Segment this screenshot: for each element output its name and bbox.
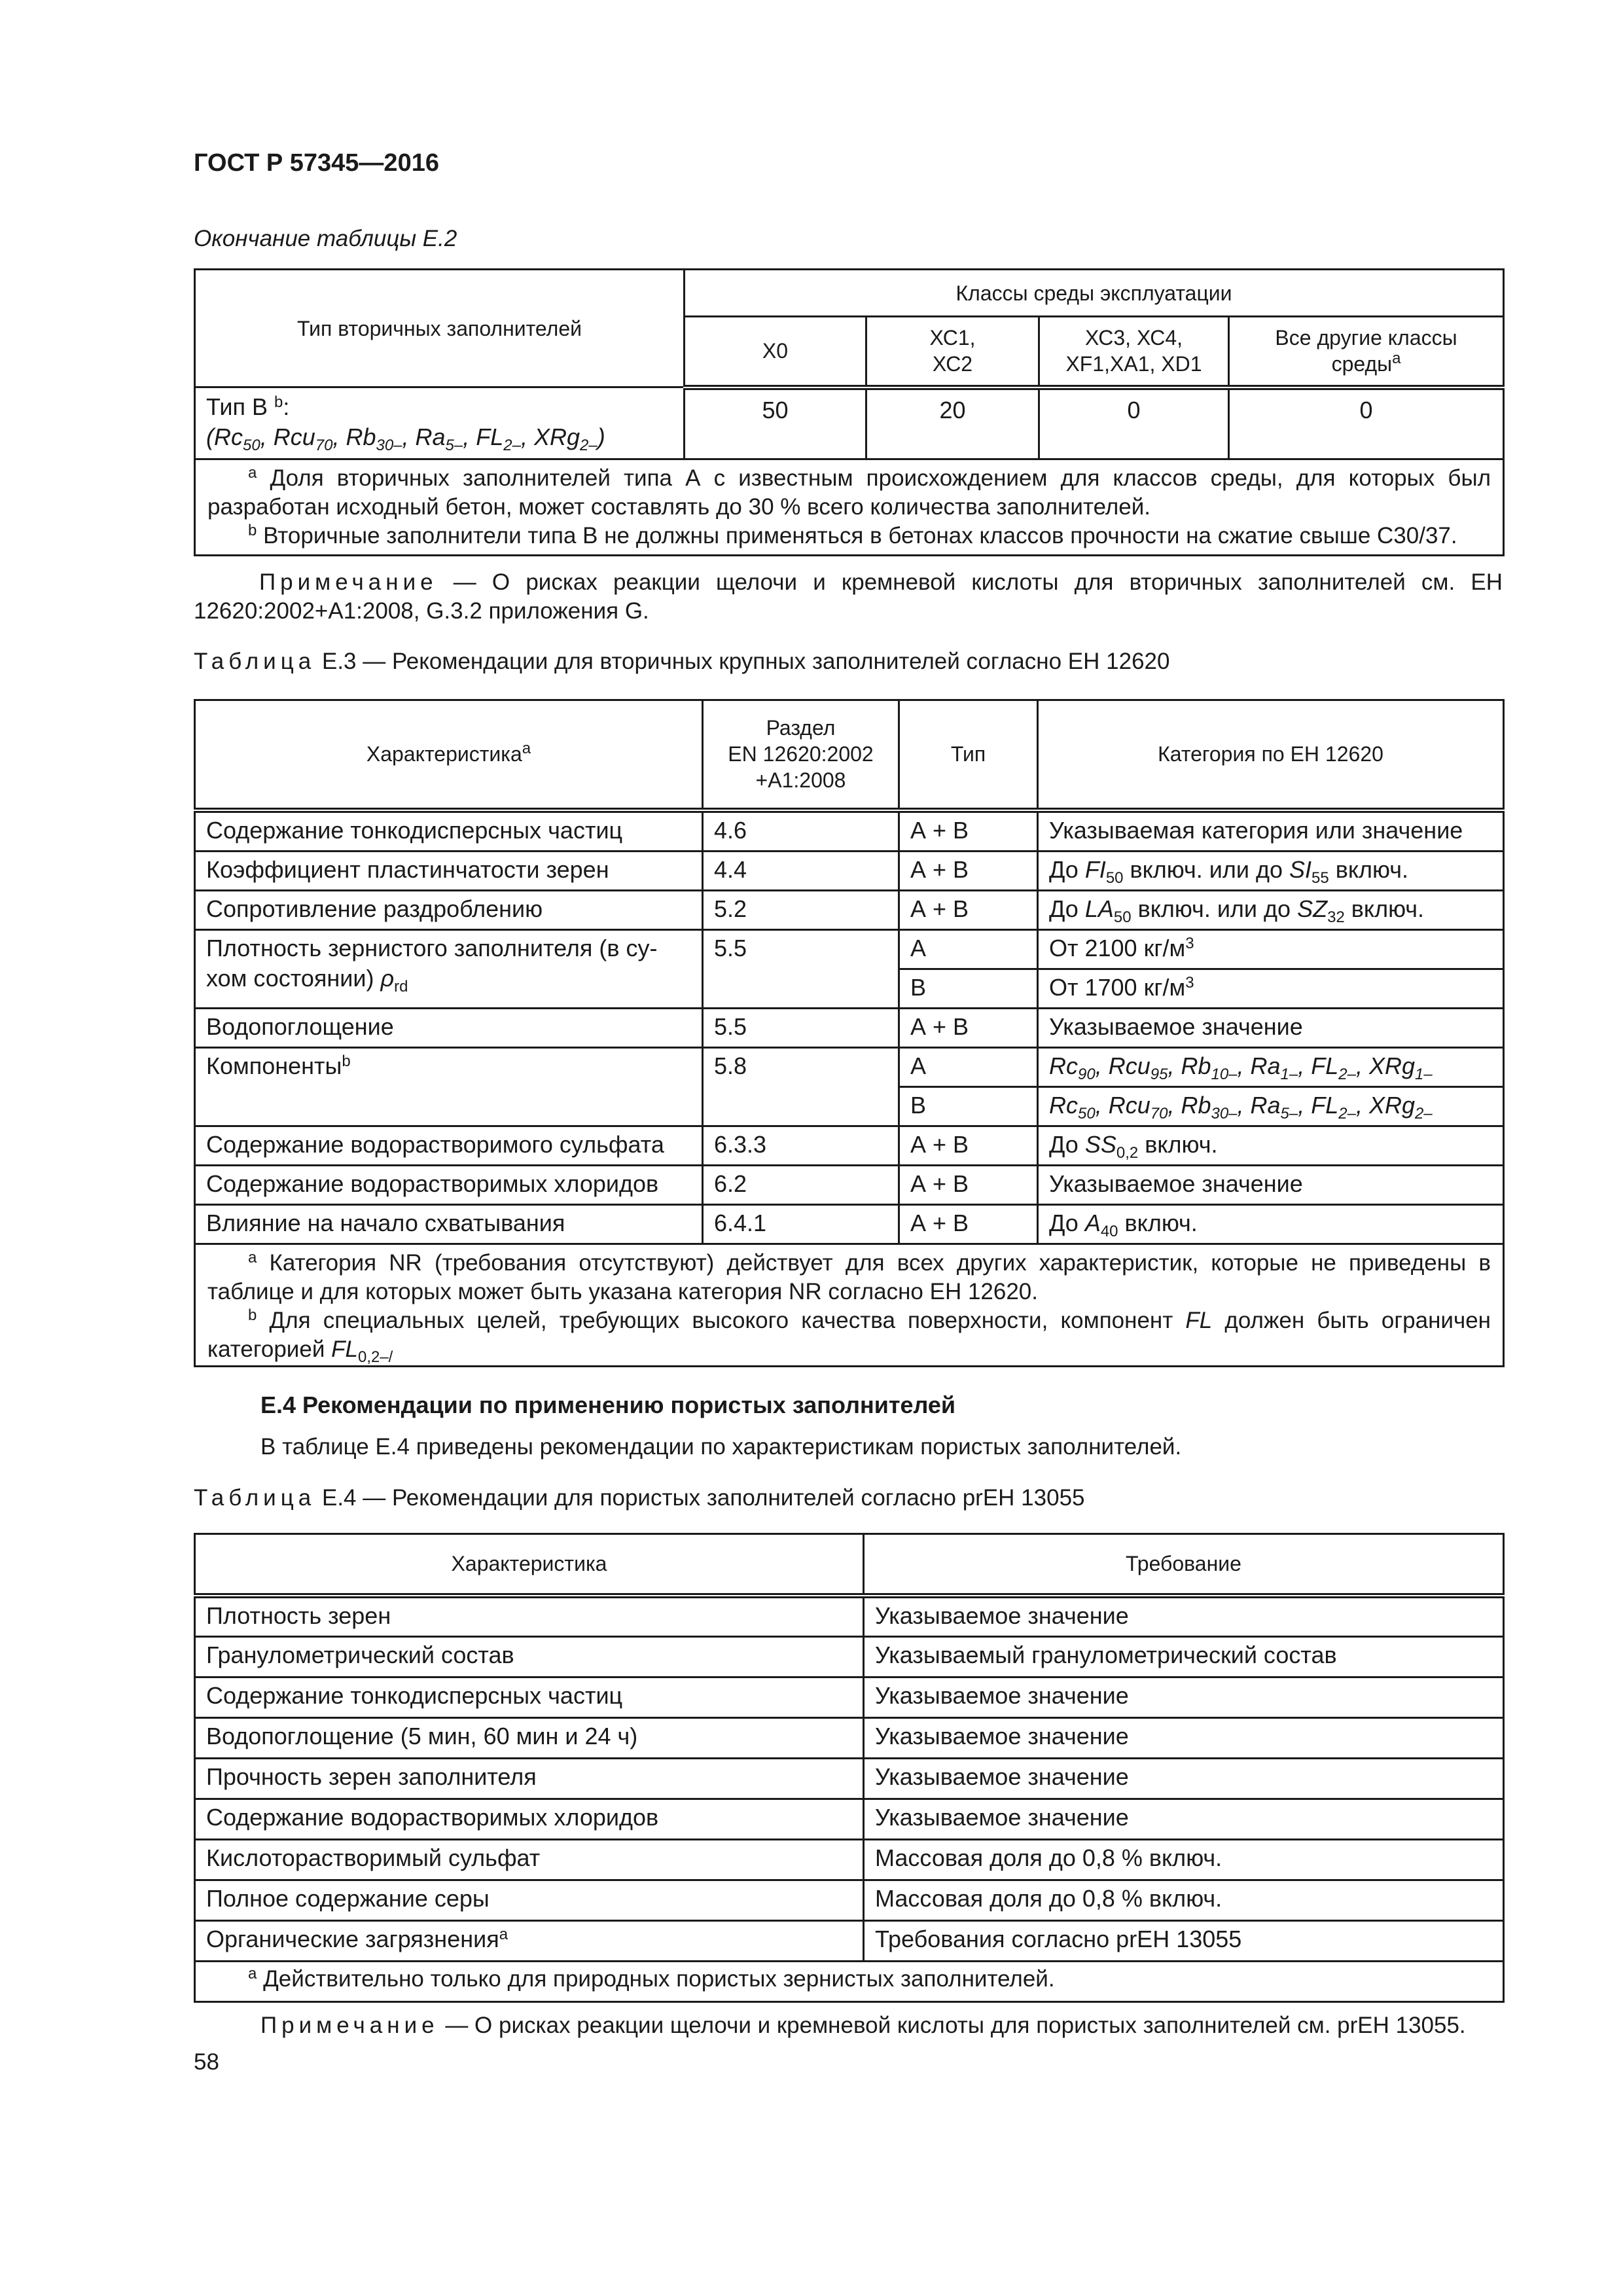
table-row: В $Rc_{50}$, Rcu$_{70}$, $Rb_{30-}$, $Ra_{5-}$, $FL_{2-}$, XRg$_{2-}$ — [195, 1086, 1504, 1126]
table-e4 — [194, 1533, 1505, 2003]
table-row: Полное содержание серы Массовая доля до 0,8 % включ. — [195, 1880, 1504, 1920]
table-row: В От 1700 $кг/м^3$ — [195, 969, 1504, 1008]
table-row: Содержание водорастворимых хлоридов 6.2 А + В Указываемое значение — [195, 1165, 1504, 1204]
table-row: Содержание тонкодисперсных частиц 4.6 А + В Указываемая категория или значение — [195, 810, 1504, 852]
e4-last-row-char: Органические загрязнения$^a$ — [195, 1920, 864, 1961]
table-row: Водопоглощение 5.5 А + В Указываемое значение — [195, 1008, 1504, 1047]
e2-col-classes: Классы среды эксплуатации — [685, 270, 1504, 317]
e4-col-char: Характеристика — [195, 1534, 864, 1596]
table-e3 — [194, 699, 1505, 1367]
e2-sub-other: Все другие классы среды$^a$ — [1229, 317, 1504, 387]
e3-footnote-a: Категория NR (требования отсутствуют) действует для всех других характеристик, которые не приведены в таблице и для которых может быть указана категория NR согласно ЕН 12620. — [207, 1249, 1491, 1304]
section-e4-paragraph: В таблице Е.4 приведены рекомендации по характеристикам пористых заполнителей. — [260, 1434, 1182, 1460]
e2-sub-xc34: ХС3, ХС4, XF1,XA1, XD1 — [1039, 317, 1229, 387]
e3-r6-char: Компоненты$^b$ — [195, 1047, 703, 1126]
e4-footnote-a: Действительно только для природных пористых зернистых заполнителей. — [263, 1965, 1055, 1992]
section-e4-heading: Е.4 Рекомендации по применению пористых заполнителей — [260, 1391, 956, 1418]
e3-r4-char: Плотность зернистого заполнителя (в су- хом состоянии) $\rho_{rd}$ — [195, 929, 703, 1008]
e3-col-char: Характеристика$^a$ — [195, 700, 703, 810]
e2-row-type: Тип В $^b$: ($Rc_{50}$, Rcu$_{70}$, $Rb_{30-}$, $Ra_{5-}$, $FL_{2-}$, XRg$_{2-}$) — [195, 387, 685, 459]
e2-val-other: 0 — [1229, 387, 1504, 459]
table-row: Коэффициент пластинчатости зерен 4.4 А + В До $FI_{50}$ включ. или до $SI_{55}$ включ. — [195, 851, 1504, 890]
e2-val-xc34: 0 — [1039, 387, 1229, 459]
table-row: Плотность зернистого заполнителя (в су- хом состоянии) $\rho_{rd}$ 5.5 А От 2100 $кг/м^3$ — [195, 929, 1504, 969]
e2-footnote-b: Вторичные заполнители типа В не должны применяться в бетонах классов прочности на сжатие свыше С30/37. — [263, 523, 1457, 548]
e2-sub-xc12: ХС1, ХС2 — [866, 317, 1039, 387]
table-continuation-caption: Окончание таблицы Е.2 — [194, 226, 457, 251]
table-row: Кислоторастворимый сульфат Массовая доля до 0,8 % включ. — [195, 1839, 1504, 1880]
e2-footnotes: $^a$ Доля вторичных заполнителей типа А с известным происхождением для классов среды, для которых был разработан исходный бетон, может составлять до 30 % всего количества заполнителей. $^b$ Вторичные заполнители типа В не должны применяться в бетонах классов прочности на сжатие свыше С30/37. — [195, 459, 1504, 556]
e3-footnote-b: Для специальных целей, требующих высокого качества поверхности, компонент FL должен быть ограничен категорией $FL_{0,2-/}$ — [207, 1307, 1491, 1366]
note-1: Примечание — О рисках реакции щелочи и кремневой кислоты для вторичных заполнителей см. ЕН 12620:2002+А1:2008, G.3.2 приложения G. — [194, 569, 1503, 624]
e3-r4b-category: От 1700 $кг/м^3$ — [1038, 969, 1504, 1008]
table-row: Прочность зерен заполнителя Указываемое значение — [195, 1758, 1504, 1799]
table-row: Органические загрязнения$^a$ Требования согласно prЕН 13055 — [195, 1920, 1504, 1961]
table-e2 — [194, 268, 1505, 556]
table-row: Гранулометрический состав Указываемый гранулометрический состав — [195, 1636, 1504, 1677]
e3-footnotes: $^a$ Категория NR (требования отсутствуют) действует для всех других характеристик, которые не приведены в таблице и для которых может быть указана категория NR согласно ЕН 12620. $^b$ Для специальных целей, требующих высокого качества поверхности, компонент FL должен быть ограничен категорией $FL_{0,2-/}$ — [195, 1244, 1504, 1366]
e4-footnotes: $^a$ Действительно только для природных пористых зернистых заполнителей. — [195, 1961, 1504, 2001]
e3-r6b-category: $Rc_{50}$, Rcu$_{70}$, $Rb_{30-}$, $Ra_{5-}$, $FL_{2-}$, XRg$_{2-}$ — [1038, 1086, 1504, 1126]
table-row: Содержание водорастворимых хлоридов Указываемое значение — [195, 1799, 1504, 1839]
table-row: Содержание тонкодисперсных частиц Указываемое значение — [195, 1677, 1504, 1717]
e3-r4a-category: От 2100 $кг/м^3$ — [1038, 929, 1504, 969]
table-row: Сопротивление раздроблению 5.2 А + В До $LA_{50}$ включ. или до $SZ_{32}$ включ. — [195, 890, 1504, 929]
e2-row-formula: ($Rc_{50}$, Rcu$_{70}$, $Rb_{30-}$, $Ra_{5-}$, $FL_{2-}$, XRg$_{2-}$) — [206, 423, 605, 454]
e2-val-xc12: 20 — [866, 387, 1039, 459]
e3-r3-category: До $LA_{50}$ включ. или до $SZ_{32}$ включ. — [1038, 890, 1504, 929]
table-row: Влияние на начало схватывания 6.4.1 А + В До $А_{40}$ включ. — [195, 1204, 1504, 1244]
e2-sub-x0: Х0 — [685, 317, 866, 387]
table-e4-title: Таблица Е.4 — Рекомендации для пористых заполнителей согласно prЕН 13055 — [194, 1485, 1085, 1511]
table-row: Компоненты$^b$ 5.8 А $Rc_{90}$, Rcu$_{95}$, $Rb_{10-}$, $Ra_{1-}$, $FL_{2-}$, XRg$_{1-}$ — [195, 1047, 1504, 1086]
e3-r7-category: До $SS_{0,2}$ включ. — [1038, 1126, 1504, 1165]
e3-col-type: Тип — [899, 700, 1038, 810]
table-row: Содержание водорастворимого сульфата 6.3.3 А + В До $SS_{0,2}$ включ. — [195, 1126, 1504, 1165]
note-2: Примечание — О рисках реакции щелочи и кремневой кислоты для пористых заполнителей см. prЕН 13055. — [260, 2013, 1466, 2038]
table-e3-title: Таблица Е.3 — Рекомендации для вторичных крупных заполнителей согласно ЕН 12620 — [194, 649, 1170, 674]
e2-footnote-a: Доля вторичных заполнителей типа А с известным происхождением для классов среды, для которых был разработан исходный бетон, может составлять до 30 % всего количества заполнителей. — [207, 465, 1491, 520]
page-number: 58 — [194, 2049, 219, 2075]
e3-r2-category: До $FI_{50}$ включ. или до $SI_{55}$ включ. — [1038, 851, 1504, 890]
e3-r6a-category: $Rc_{90}$, Rcu$_{95}$, $Rb_{10-}$, $Ra_{1-}$, $FL_{2-}$, XRg$_{1-}$ — [1038, 1047, 1504, 1086]
e3-col-section: Раздел EN 12620:2002 +A1:2008 — [703, 700, 899, 810]
e3-r9-category: До $А_{40}$ включ. — [1038, 1204, 1504, 1244]
table-row: Водопоглощение (5 мин, 60 мин и 24 ч) Указываемое значение — [195, 1717, 1504, 1758]
e2-val-x0: 50 — [685, 387, 866, 459]
e4-col-req: Требование — [864, 1534, 1504, 1596]
table-row: Плотность зерен Указываемое значение — [195, 1596, 1504, 1637]
e2-col-type: Тип вторичных заполнителей — [195, 270, 685, 387]
document-header: ГОСТ Р 57345—2016 — [194, 149, 439, 177]
e3-col-category: Категория по ЕН 12620 — [1038, 700, 1504, 810]
